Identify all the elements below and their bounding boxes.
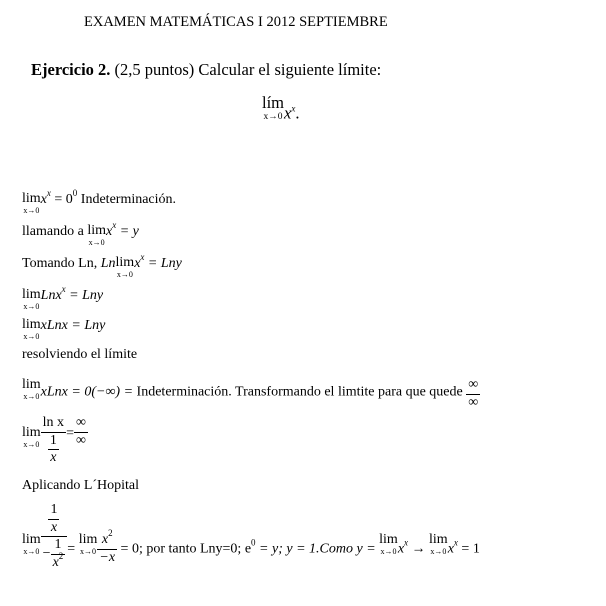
exercise-points: (2,5 puntos) — [114, 60, 195, 79]
step-1: lim x→0 $x^x = 0^0$ Indeterminación. — [22, 188, 177, 215]
step-6: resolviendo el límite — [22, 347, 138, 362]
step-10: lim x→0 $\frac{1}{x}$ − $\frac{1}{x^2}$ = lim x→0 $\frac{x^2}{-x}$ = 0; por tanto Lny=0; $e^0 = y$; y = 1.Como y = lim x→0 $x^x$ → lim x→0 $x^x = 1$ — [22, 502, 480, 571]
exercise-text: Calcular el siguiente límite: — [198, 60, 382, 79]
step-8: lim x→0 $\frac{\text{ln x}}{\frac{1}{x}}$ = $\frac{\infty}{\infty}$ — [22, 415, 86, 466]
step-4: lim x→0 Lnx$^x$ = Lny — [22, 284, 104, 311]
exercise-label: Ejercicio 2. — [31, 60, 111, 79]
step-5: lim x→0 xLnx = Lny — [22, 317, 106, 341]
step-9: Aplicando L´Hopital — [22, 478, 140, 493]
step-3: Tomando Ln, Ln lim x→0 $x^x$ = Lny — [22, 252, 182, 279]
exercise-statement — [31, 60, 381, 80]
limit-operator: lím x→0 — [262, 93, 285, 122]
main-limit-expression: lím x→0 $x^x$. — [262, 93, 300, 123]
step-2: llamando a lim x→0 $x^x = y$ — [22, 220, 139, 247]
page-title: EXAMEN MATEMÁTICAS I 2012 SEPTIEMBRE — [84, 14, 388, 30]
step-7: lim x→0 xLnx = 0(−∞) = Indeterminación. Transformando el limtite para que quede $\frac{\infty}{\infty}$ — [22, 377, 479, 410]
